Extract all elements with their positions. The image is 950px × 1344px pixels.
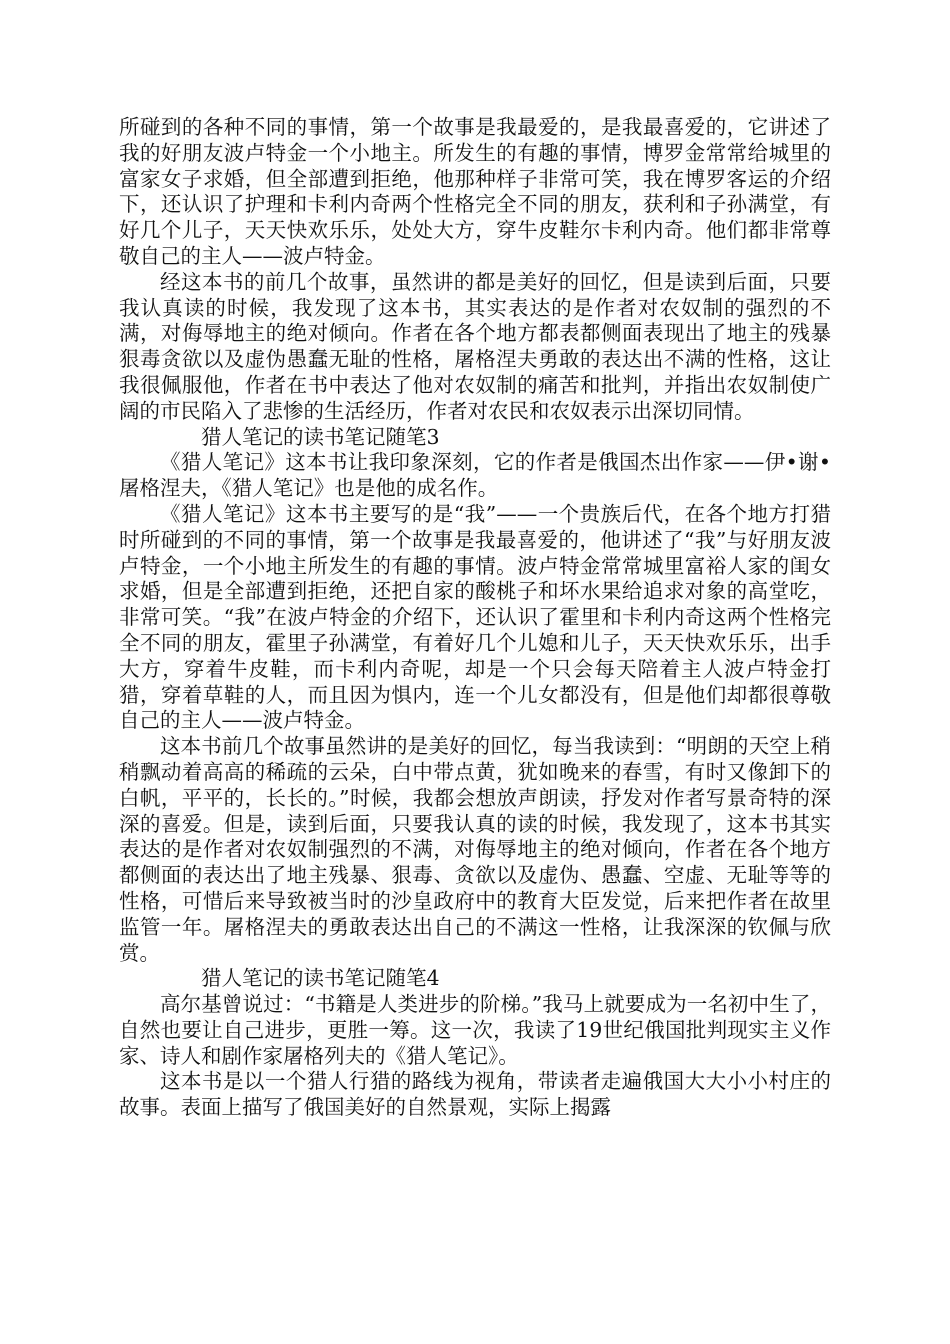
- paragraph: 所碰到的各种不同的事情，第一个故事是我最爱的，是我最喜爱的，它讲述了我的好朋友波卢特金一个小地主。所发生的有趣的事情，博罗金常常给城里的富家女子求婚，但全部遭到拒绝，他那种样子非常可笑，我在博罗客运的介绍下，还认识了护理和卡利内奇两个性格完全不同的朋友，获利和子孙满堂，有好几个儿子，天天快欢乐乐，处处大方，穿牛皮鞋尔卡利内奇。他们都非常尊敬自己的主人——波卢特金。: [119, 115, 831, 268]
- paragraph: 经这本书的前几个故事，虽然讲的都是美好的回忆，但是读到后面，只要我认真读的时候，我发现了这本书，其实表达的是作者对农奴制的强烈的不满，对侮辱地主的绝对倾向。作者在各个地方都表都侧面表现出了地主的残暴狠毒贪欲以及虚伪愚蠢无耻的性格，屠格涅夫勇敢的表达出不满的性格，这让我很佩服他，作者在书中表达了他对农奴制的痛苦和批判，并指出农奴制使广阔的市民陷入了悲惨的生活经历，作者对农民和农奴表示出深切同情。: [119, 269, 831, 423]
- paragraph: 高尔基曾说过：“书籍是人类进步的阶梯。”我马上就要成为一名初中生了，自然也要让自己进步，更胜一筹。这一次，我读了19世纪俄国批判现实主义作家、诗人和剧作家屠格列夫的《猎人笔记》。: [119, 992, 831, 1068]
- section-heading: 猎人笔记的读书笔记随笔4: [201, 966, 440, 991]
- paragraph: 《猎人笔记》这本书主要写的是“我”——一个贵族后代，在各个地方打猎时所碰到的不同的事情，第一个故事是我最喜爱的，他讲述了“我”与好朋友波卢特金，一个小地主所发生的有趣的事情。波卢特金常常城里富裕人家的闺女求婚，但是全部遭到拒绝，还把自家的酸桃子和坏水果给追求对象的高堂吃，非常可笑。“我”在波卢特金的介绍下，还认识了霍里和卡利内奇这两个性格完全不同的朋友，霍里子孙满堂，有着好几个儿媳和儿子，天天快欢乐乐，出手大方，穿着牛皮鞋，而卡利内奇呢，却是一个只会每天陪着主人波卢特金打猎，穿着草鞋的人，而且因为惧内，连一个儿女都没有，但是他们却都很尊敬自己的主人——波卢特金。: [119, 501, 831, 733]
- paragraph: 《猎人笔记》这本书让我印象深刻，它的作者是俄国杰出作家——伊•谢•屠格涅夫，《猎人笔记》也是他的成名作。: [119, 450, 831, 501]
- document-body: [119, 115, 831, 1121]
- section-heading: 猎人笔记的读书笔记随笔3: [201, 424, 440, 449]
- paragraph: 这本书是以一个猎人行猎的路线为视角，带读者走遍俄国大大小小村庄的故事。表面上描写了俄国美好的自然景观，实际上揭露: [119, 1069, 831, 1120]
- paragraph: 这本书前几个故事虽然讲的是美好的回忆，每当我读到：“明朗的天空上稍稍飘动着高高的稀疏的云朵，白中带点黄，犹如晚来的春雪，有时又像卸下的白帆，平平的，长长的。”时候，我都会想放声朗读，抒发对作者写景奇特的深深的喜爱。但是，读到后面，只要我认真的读的时候，我发现了，这本书其实表达的是作者对农奴制强烈的不满，对侮辱地主的绝对倾向，作者在各个地方都侧面的表达出了地主残暴、狠毒、贪欲以及虚伪、愚蠢、空虚、无耻等等的性格，可惜后来导致被当时的沙皇政府中的教育大臣发觉，后来把作者在故里监管一年。屠格涅夫的勇敢表达出自己的不满这一性格，让我深深的钦佩与欣赏。: [119, 734, 831, 965]
